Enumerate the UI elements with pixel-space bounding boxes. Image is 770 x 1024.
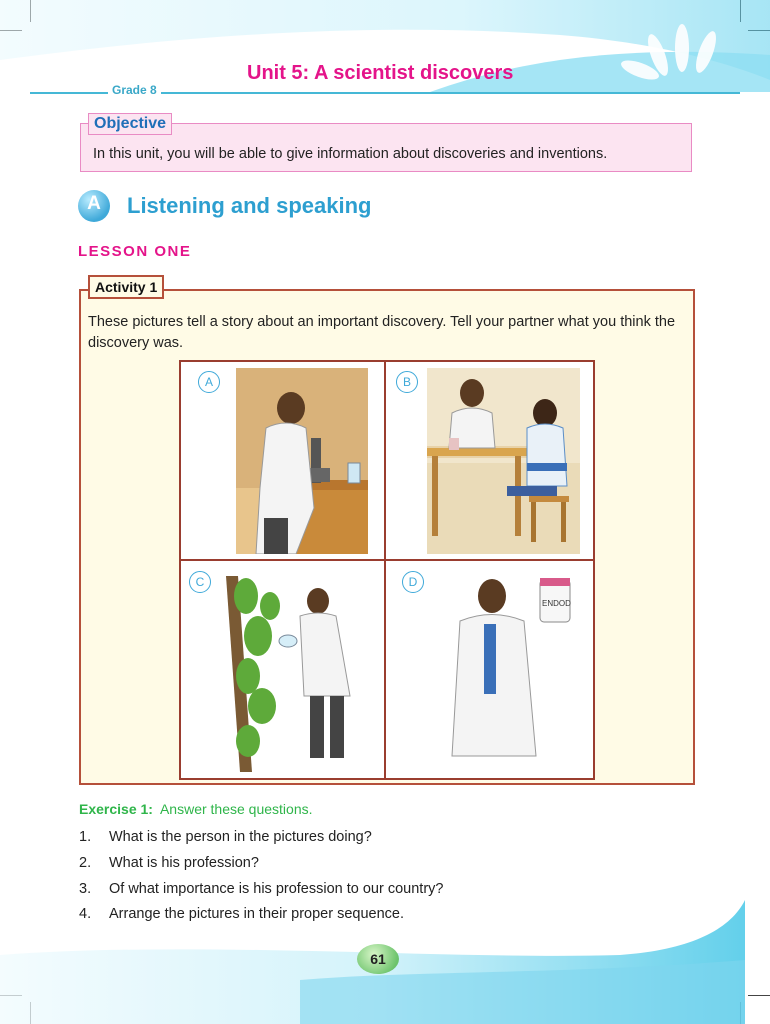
panel-c-illustration — [218, 566, 378, 772]
activity-label: Activity 1 — [88, 275, 164, 299]
question-number: 1. — [79, 829, 92, 845]
question-number: 2. — [79, 855, 92, 871]
question-text: What is his profession? — [109, 855, 259, 871]
unit-title: Unit 5: A scientist discovers — [247, 62, 514, 84]
objective-label: Objective — [88, 113, 172, 135]
grid-divider-vertical — [384, 360, 386, 778]
exercise-heading-instruction: Answer these questions. — [159, 801, 313, 817]
question-number: 3. — [79, 881, 92, 897]
panel-d-illustration — [432, 566, 582, 772]
grade-label: Grade 8 — [108, 83, 161, 97]
jar-label: ENDOD — [542, 599, 571, 608]
page-number: 61 — [370, 951, 386, 967]
question-text: Of what importance is his profession to our country? — [109, 881, 444, 897]
lesson-heading: LESSON ONE — [78, 243, 192, 260]
exercise-heading-label: Exercise 1: — [79, 801, 153, 817]
activity-instructions: These pictures tell a story about an important discovery. Tell your partner what you think the discovery was. — [88, 314, 676, 351]
section-letter: A — [87, 193, 101, 214]
question-text: Arrange the pictures in their proper sequence. — [109, 906, 405, 922]
question-item — [79, 881, 443, 897]
question-item — [79, 829, 372, 845]
exercise-heading — [79, 801, 313, 817]
panel-a-marker: A — [198, 371, 220, 393]
panel-d-marker: D — [402, 571, 424, 593]
panel-a-illustration — [236, 368, 368, 554]
grid-divider-horizontal — [179, 559, 593, 561]
question-number: 4. — [79, 906, 92, 922]
objective-text: In this unit, you will be able to give information about discoveries and inventions. — [93, 146, 608, 162]
question-item — [79, 855, 259, 871]
panel-b-illustration — [427, 368, 580, 554]
section-title: Listening and speaking — [127, 193, 372, 218]
panel-c-marker: C — [189, 571, 211, 593]
question-text: What is the person in the pictures doing? — [109, 829, 372, 845]
panel-b-marker: B — [396, 371, 418, 393]
